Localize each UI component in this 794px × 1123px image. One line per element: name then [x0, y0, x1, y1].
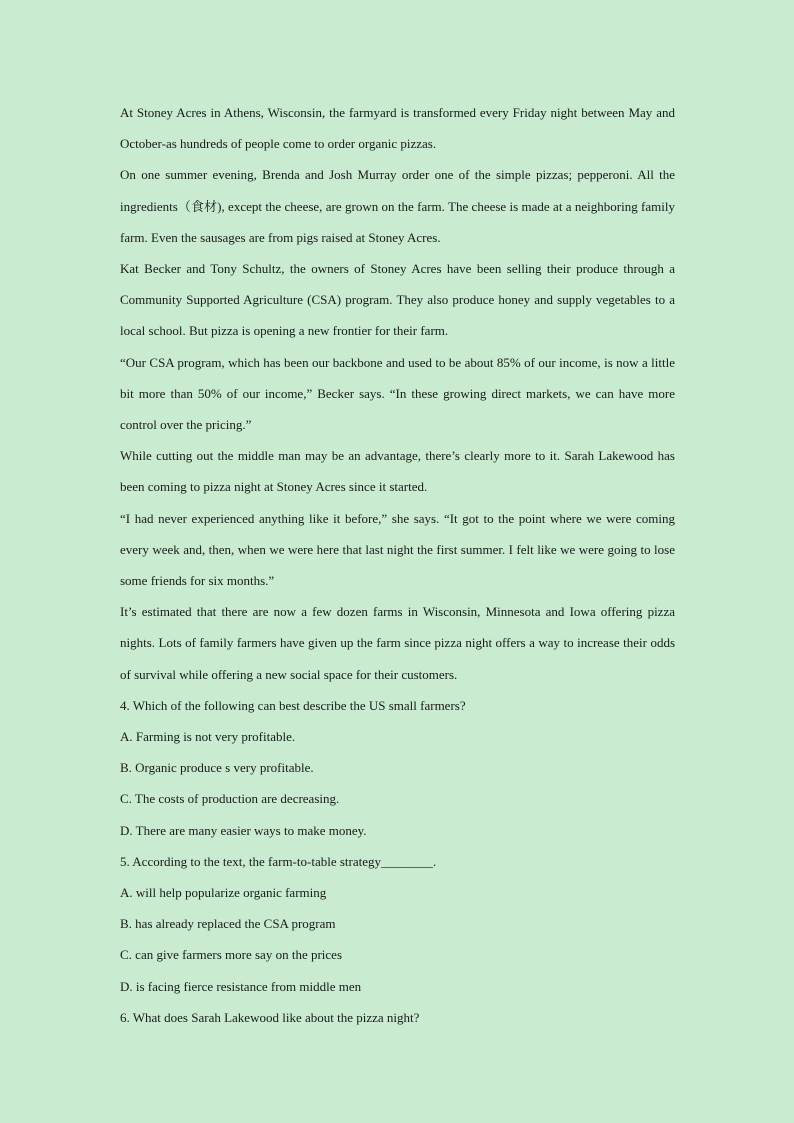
question-5-stem: 5. According to the text, the farm-to-table strategy________.: [120, 853, 437, 869]
passage-paragraph-2: On one summer evening, Brenda and Josh Murray order one of the simple pizzas; pepperoni. All the ingredients（食材), except the cheese, are grown on the farm. The cheese is made at a neighboring family farm. Even the sausages are from pigs raised at Stoney Acres.: [120, 167, 675, 245]
question-4-option-a: A. Farming is not very profitable.: [120, 729, 296, 745]
passage-paragraph-1: At Stoney Acres in Athens, Wisconsin, the farmyard is transformed every Friday night between May and October-as hundreds of people come to order organic pizzas.: [120, 105, 675, 152]
document-page: [120, 97, 675, 1033]
passage-paragraph-4: “Our CSA program, which has been our backbone and used to be about 85% of our income, is now a little bit more than 50% of our income,” Becker says. “In these growing direct markets, we can have more control over the pricing.”: [120, 354, 675, 433]
question-4-option-d: D. There are many easier ways to make money.: [120, 822, 367, 838]
passage-paragraph-5: While cutting out the middle man may be an advantage, there’s clearly more to it. Sarah Lakewood has been coming to pizza night at Stoney Acres since it started.: [120, 448, 675, 495]
question-5-option-a: A. will help popularize organic farming: [120, 885, 327, 901]
question-4-stem: 4. Which of the following can best describe the US small farmers?: [120, 697, 466, 713]
question-6-stem: 6. What does Sarah Lakewood like about the pizza night?: [120, 1009, 420, 1025]
question-4-option-c: C. The costs of production are decreasing.: [120, 791, 340, 807]
question-5-option-d: D. is facing fierce resistance from middle men: [120, 978, 362, 994]
passage-paragraph-7: It’s estimated that there are now a few dozen farms in Wisconsin, Minnesota and Iowa offering pizza nights. Lots of family farmers have given up the farm since pizza night offers a way to increase their odds of survival while offering a new social space for their customers.: [120, 604, 675, 682]
passage-paragraph-3: Kat Becker and Tony Schultz, the owners of Stoney Acres have been selling their produce through a Community Supported Agriculture (CSA) program. They also produce honey and supply vegetables to a local school. But pizza is opening a new frontier for their farm.: [120, 261, 675, 339]
question-5-option-b: B. has already replaced the CSA program: [120, 916, 336, 932]
question-4-option-b: B. Organic produce s very profitable.: [120, 760, 314, 776]
question-5-option-c: C. can give farmers more say on the prices: [120, 947, 343, 963]
passage-paragraph-6: “I had never experienced anything like it before,” she says. “It got to the point where we were coming every week and, then, when we were here that last night the first summer. I felt like we were going to lose some friends for six months.”: [120, 510, 675, 589]
